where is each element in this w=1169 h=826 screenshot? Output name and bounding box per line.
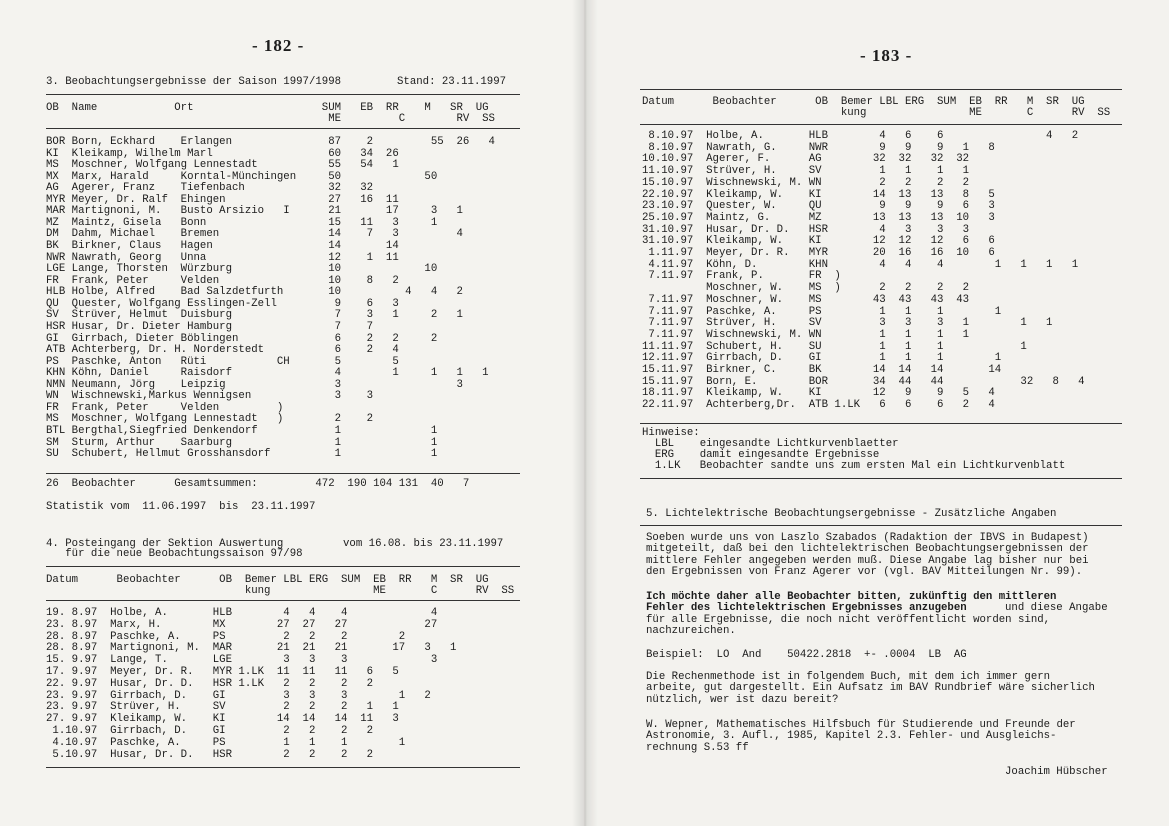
table-header-line: kung ME C RV SS	[46, 584, 515, 597]
table-row: 22.10.97 Kleikamp, W. KI 14 13 13 8 5	[642, 188, 995, 201]
rule	[640, 423, 1122, 424]
rule	[46, 128, 520, 129]
table-header-line: Datum Beobachter OB Bemer LBL ERG SUM EB RR M SR UG	[46, 574, 489, 586]
section3-stand: Stand: 23.11.1997	[397, 76, 507, 88]
paragraph-line: den Ergebnissen von Franz Agerer vor (vgl. BAV Mitteilungen Nr. 99).	[646, 566, 1083, 579]
table-row: 4.11.97 Köhn, D. KHN 4 4 4 1 1 1 1	[642, 258, 1079, 271]
section5-example: Beispiel: LO And 50422.2818 +- .0004 LB AG	[646, 649, 967, 661]
table-row: 31.10.97 Husar, Dr. D. HSR 4 3 3 3	[642, 223, 970, 236]
paragraph-line: Fehler des lichtelektrischen Ergebnisses anzugeben	[646, 602, 967, 615]
rule	[640, 525, 1122, 526]
table-row: 7.11.97 Frank, P. FR )	[642, 270, 841, 283]
table-row: 7.11.97 Moschner, W. MS 43 43 43 43	[642, 293, 970, 306]
table-row: 11.10.97 Strüver, H. SV 1 1 1 1	[642, 165, 970, 178]
right-page	[584, 0, 1169, 826]
rule	[640, 124, 1122, 125]
table-row: HLB Holbe, Alfred Bad Salzdetfurth 10 4 4 2	[46, 286, 463, 299]
table-row: 27. 9.97 Kleikamp, W. KI 14 14 14 11 3	[46, 713, 399, 726]
table-row: 8.10.97 Nawrath, G. NWR 9 9 9 1 8	[642, 141, 995, 154]
paragraph-line: arbeite, gut dargestellt. Ein Aufsatz im BAV Rundbrief wäre sicherlich	[646, 682, 1095, 695]
table-row: 15.11.97 Birkner, C. BK 14 14 14 14	[642, 364, 1002, 376]
table-row: PS Paschke, Anton Rüti CH 5 5	[46, 355, 399, 368]
paragraph-line: nützlich, wer ist dazu bereit?	[646, 693, 839, 706]
table-row: KHN Köhn, Daniel Raisdorf 4 1 1 1 1	[46, 367, 489, 380]
page-number: - 182 -	[252, 36, 305, 55]
table-row: MX Marx, Harald Korntal-Münchingen 50 50	[46, 170, 438, 183]
table-row: 8.10.97 Holbe, A. HLB 4 6 6 4 2	[642, 130, 1079, 142]
table-row: AG Agerer, Franz Tiefenbach 32 32	[46, 182, 374, 195]
table-row: 19. 8.97 Holbe, A. HLB 4 4 4 4	[46, 607, 438, 619]
table-row: 28. 8.97 Martignoni, M. MAR 21 21 21 17 3 1	[46, 642, 457, 655]
book-gutter-shadow	[572, 0, 598, 826]
section4-subtitle: für die neue Beobachtungssaison 97/98	[46, 548, 303, 560]
table-row: NMN Neumann, Jörg Leipzig 3 3	[46, 378, 463, 391]
table-row: 15.10.97 Wischnewski, M. WN 2 2 2 2	[642, 176, 970, 189]
table-row: DM Dahm, Michael Bremen 14 7 3 4	[46, 228, 463, 241]
paragraph-line: und diese Angabe	[1005, 602, 1108, 615]
table-row: MZ Maintz, Gisela Bonn 15 11 3 1	[46, 216, 438, 229]
table-row: 25.10.97 Maintz, G. MZ 13 13 13 10 3	[642, 211, 995, 224]
rule	[640, 89, 1122, 90]
table-row: FR Frank, Peter Velden 10 8 2	[46, 274, 399, 287]
table-header-line: OB Name Ort SUM EB RR M SR UG	[46, 102, 489, 114]
table-row: BOR Born, Eckhard Erlangen 87 2 55 26 4	[46, 136, 495, 148]
paragraph-line: nachzureichen.	[646, 625, 736, 638]
table-row: QU Quester, Wolfgang Esslingen-Zell 9 6 3	[46, 297, 399, 310]
table-row: 23.10.97 Quester, W. QU 9 9 9 6 3	[642, 200, 995, 213]
table-row: GI Girrbach, Dieter Böblingen 6 2 2 2	[46, 332, 438, 345]
reference-line: rechnung S.53 ff	[646, 741, 749, 754]
table-row: 1.11.97 Meyer, Dr. R. MYR 20 16 16 10 6	[642, 247, 995, 259]
paragraph-line: für alle Ergebnisse, die noch nicht veröffentlicht worden sind,	[646, 613, 1051, 626]
paragraph-line: mittlere Fehler angegeben werden muß. Diese Angabe lag bisher nur bei	[646, 554, 1089, 567]
table-row: 22. 9.97 Husar, Dr. D. HSR 1.LK 2 2 2 2	[46, 677, 374, 690]
signature: Joachim Hübscher	[1005, 766, 1108, 778]
section3-total-line: 26 Beobachter Gesamtsummen: 472 190 104 131 40 7	[46, 478, 470, 490]
table-row: SU Schubert, Hellmut Grosshansdorf 1 1	[46, 448, 438, 461]
section4-title: 4. Posteingang der Sektion Auswertung	[46, 538, 284, 550]
paragraph-line: Ich möchte daher alle Beobachter bitten, zukünftig den mittleren	[646, 591, 1057, 603]
table-header-line: kung ME C RV SS	[642, 106, 1111, 119]
page-number: - 183 -	[860, 46, 913, 65]
table-row: NWR Nawrath, Georg Unna 12 1 11	[46, 251, 399, 264]
table-row: SM Sturm, Arthur Saarburg 1 1	[46, 436, 438, 449]
section5-title: 5. Lichtelektrische Beobachtungsergebnisse - Zusätzliche Angaben	[646, 508, 1057, 520]
table-row: 15.11.97 Born, E. BOR 34 44 44 32 8 4	[642, 375, 1085, 388]
table-header-line: ME C RV SS	[46, 112, 495, 125]
paragraph-line: Die Rechenmethode ist in folgendem Buch, mit dem ich immer gern	[646, 671, 1051, 683]
table-row: LGE Lange, Thorsten Würzburg 10 10	[46, 263, 438, 276]
table-row: MAR Martignoni, M. Busto Arsizio I 21 17 3 1	[46, 205, 463, 218]
table-row: 7.11.97 Paschke, A. PS 1 1 1 1	[642, 305, 1002, 318]
table-row: HSR Husar, Dr. Dieter Hamburg 7 7	[46, 320, 374, 333]
rule	[46, 94, 520, 95]
table-row: 1.10.97 Girrbach, D. GI 2 2 2 2	[46, 725, 374, 737]
table-row: MS Moschner, Wolfgang Lennestadt ) 2 2	[46, 413, 374, 426]
table-row: BK Birkner, Claus Hagen 14 14	[46, 240, 399, 253]
hinweise-title: Hinweise:	[642, 427, 700, 439]
table-header-line: Datum Beobachter OB Bemer LBL ERG SUM EB RR M SR UG	[642, 96, 1085, 108]
table-row: FR Frank, Peter Velden )	[46, 401, 284, 414]
section3-title: 3. Beobachtungsergebnisse der Saison 1997/1998	[46, 76, 342, 88]
table-row: MYR Meyer, Dr. Ralf Ehingen 27 16 11	[46, 193, 399, 206]
section3-statistik: Statistik vom 11.06.1997 bis 23.11.1997	[46, 501, 316, 513]
reference-line: Astronomie, 3. Aufl., 1985, Kapitel 2.3. Fehler- und Ausgleichs-	[646, 730, 1057, 743]
rule	[640, 478, 1122, 479]
rule	[46, 566, 520, 567]
table-row: Moschner, W. MS ) 2 2 2 2	[642, 282, 970, 295]
hinweise-item: ERG damit eingesandte Ergebnisse	[642, 449, 880, 462]
table-row: BTL Bergthal,Siegfried Denkendorf 1 1	[46, 425, 438, 437]
table-row: 31.10.97 Kleikamp, W. KI 12 12 12 6 6	[642, 235, 995, 248]
table-row: MS Moschner, Wolfgang Lennestadt 55 54 1	[46, 159, 399, 172]
rule	[46, 600, 520, 601]
section4-date-range: vom 16.08. bis 23.11.1997	[343, 538, 504, 550]
table-row: 10.10.97 Agerer, F. AG 32 32 32 32	[642, 153, 970, 166]
rule	[46, 473, 520, 474]
reference-line: W. Wepner, Mathematisches Hilfsbuch für Studierende und Freunde der	[646, 719, 1076, 731]
rule	[46, 767, 520, 768]
table-row: 11.11.97 Schubert, H. SU 1 1 1 1	[642, 340, 1027, 353]
table-row: 12.11.97 Girrbach, D. GI 1 1 1 1	[642, 352, 1002, 365]
table-row: SV Strüver, Helmut Duisburg 7 3 1 2 1	[46, 309, 463, 322]
table-row: 4.10.97 Paschke, A. PS 1 1 1 1	[46, 736, 406, 749]
table-row: 23. 8.97 Marx, H. MX 27 27 27 27	[46, 618, 438, 631]
table-row: 18.11.97 Kleikamp, W. KI 12 9 9 5 4	[642, 387, 995, 400]
left-page	[0, 0, 584, 826]
hinweise-item: 1.LK Beobachter sandte uns zum ersten Mal ein Lichtkurvenblatt	[642, 460, 1066, 473]
table-row: 17. 9.97 Meyer, Dr. R. MYR 1.LK 11 11 11 6 5	[46, 666, 399, 678]
table-row: KI Kleikamp, Wilhelm Marl 60 34 26	[46, 147, 399, 160]
table-row: 22.11.97 Achterberg,Dr. ATB 1.LK 6 6 6 2 4	[642, 399, 995, 412]
paragraph-line: Soeben wurde uns von Laszlo Szabados (Radaktion der IBVS in Budapest)	[646, 532, 1089, 544]
table-row: 7.11.97 Wischnewski, M. WN 1 1 1 1	[642, 328, 970, 341]
table-row: 7.11.97 Strüver, H. SV 3 3 3 1 1 1	[642, 317, 1053, 330]
table-row: 23. 9.97 Girrbach, D. GI 3 3 3 1 2	[46, 689, 431, 702]
table-row: ATB Achterberg, Dr. H. Norderstedt 6 2 4	[46, 344, 399, 357]
table-row: 15. 9.97 Lange, T. LGE 3 3 3 3	[46, 654, 438, 667]
table-row: 23. 9.97 Strüver, H. SV 2 2 2 1 1	[46, 701, 399, 714]
table-row: WN Wischnewski,Markus Wennigsen 3 3	[46, 390, 374, 403]
paragraph-line: mitgeteilt, daß bei den lichtelektrischen Beobachtungsergebnissen der	[646, 543, 1089, 556]
hinweise-item: LBL eingesandte Lichtkurvenblaetter	[642, 438, 899, 450]
table-row: 5.10.97 Husar, Dr. D. HSR 2 2 2 2	[46, 748, 374, 761]
table-row: 28. 8.97 Paschke, A. PS 2 2 2 2	[46, 630, 406, 643]
